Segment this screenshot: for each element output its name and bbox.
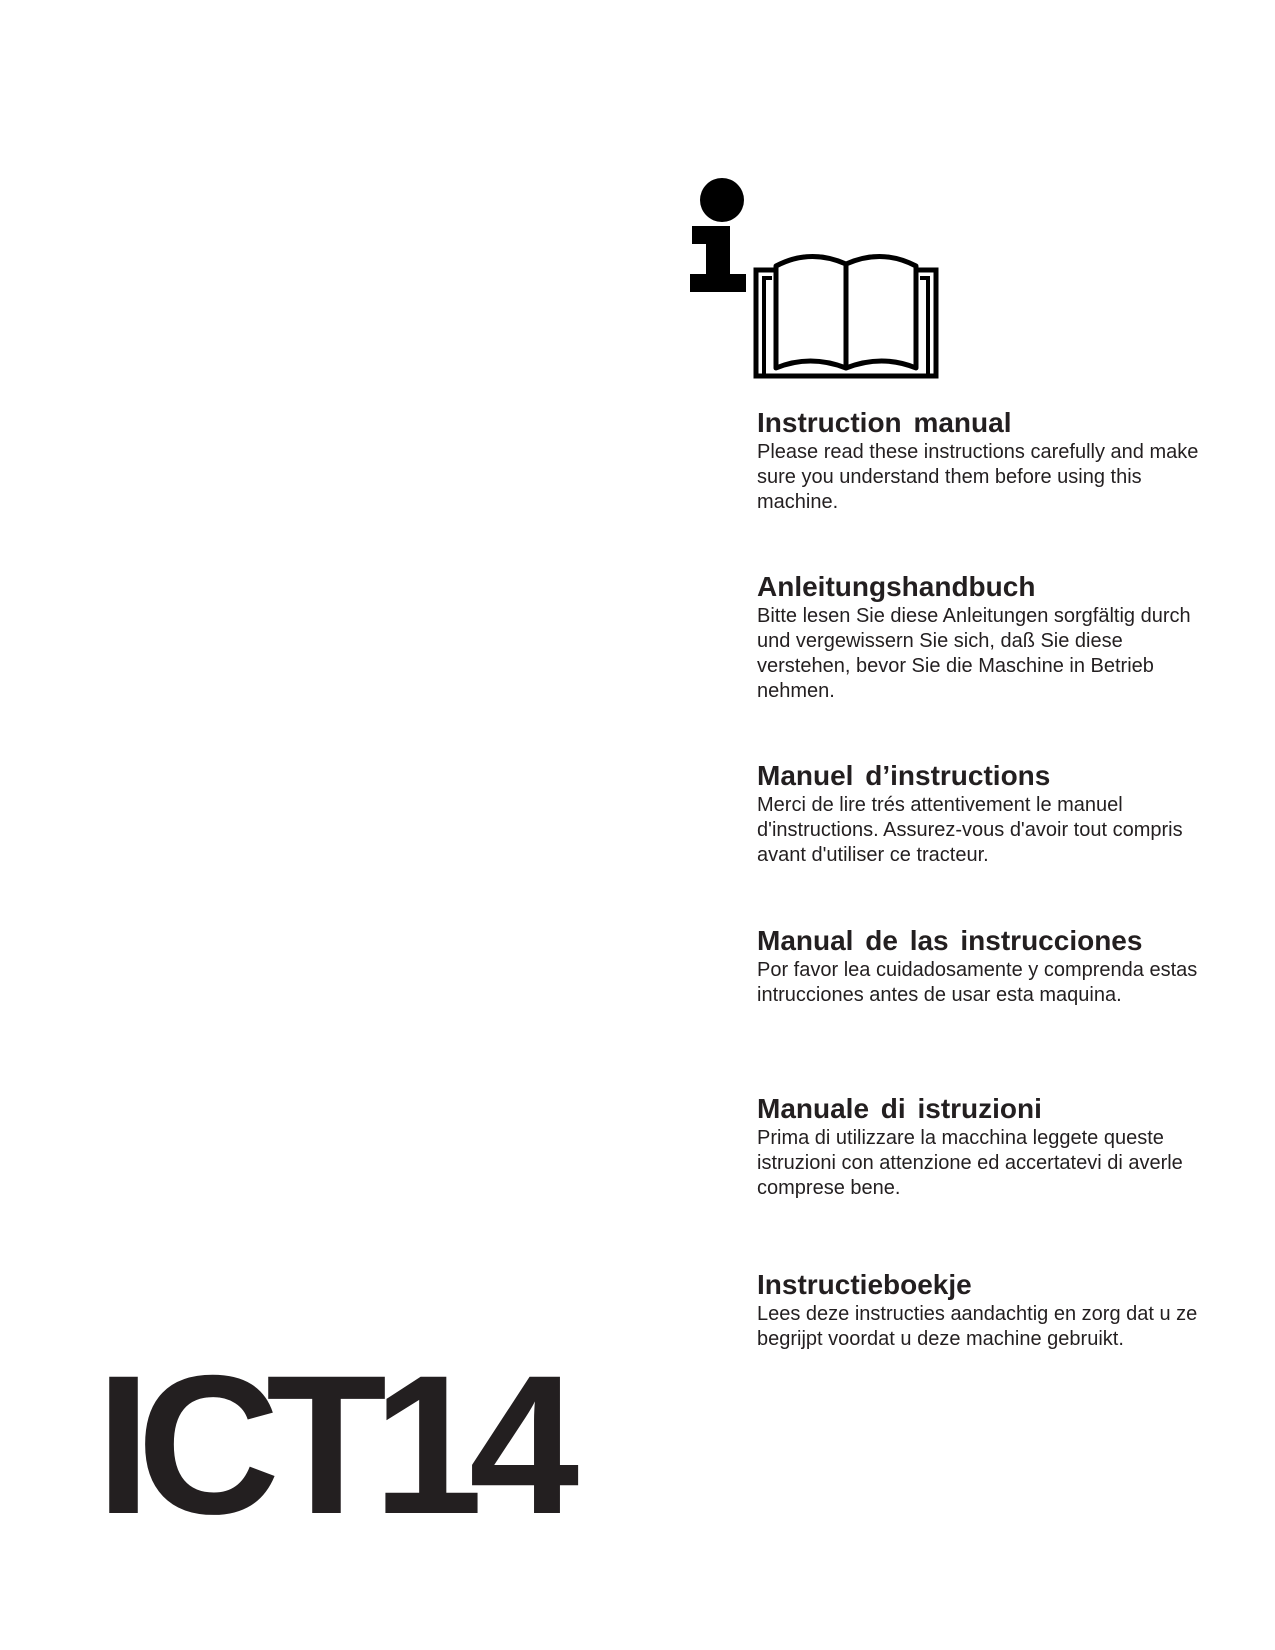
section-german [757,570,1207,704]
section-body: Prima di utilizzare la macchina leggete queste istruzioni con attenzione ed accertatevi di averle comprese bene. [757,1127,1183,1199]
section-heading: Anleitungshandbuch [757,571,1036,602]
section-heading: Manuale di istruzioni [757,1093,1042,1124]
model-number: ICT14 [96,1334,566,1555]
section-french [757,759,1207,868]
section-heading: Manual de las instrucciones [757,925,1143,956]
section-english [757,406,1207,515]
section-body: Please read these instructions carefully and make sure you understand them before using this machine. [757,441,1199,513]
section-italian [757,1092,1207,1201]
section-spanish [757,924,1207,1008]
section-body: Por favor lea cuidadosamente y comprenda estas intrucciones antes de usar esta maquina. [757,959,1198,1006]
section-heading: Instructieboekje [757,1269,972,1300]
section-heading: Manuel d’instructions [757,760,1051,791]
info-manual-icon [690,178,950,383]
section-body: Bitte lesen Sie diese Anleitungen sorgfältig durch und vergewissern Sie sich, daß Sie diese verstehen, bevor Sie die Maschine in Betrieb nehmen. [757,605,1191,702]
section-dutch [757,1268,1207,1352]
section-heading: Instruction manual [757,407,1012,438]
section-body: Lees deze instructies aandachtig en zorg dat u ze begrijpt voordat u deze machine gebruikt. [757,1303,1198,1350]
section-body: Merci de lire trés attentivement le manuel d'instructions. Assurez-vous d'avoir tout compris avant d'utiliser ce tracteur. [757,794,1183,866]
